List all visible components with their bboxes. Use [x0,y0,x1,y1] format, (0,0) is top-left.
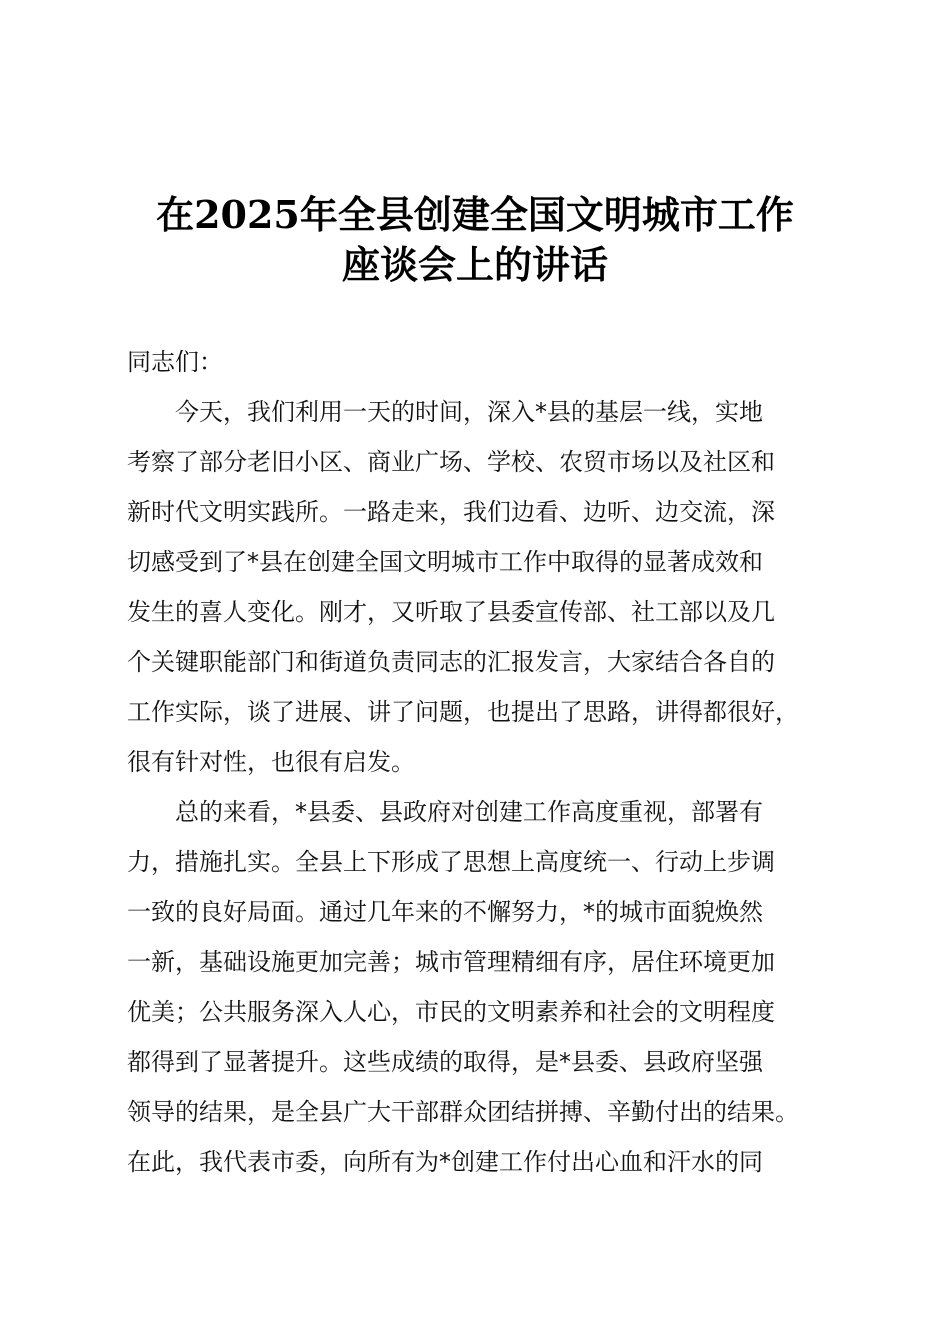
body-line: 很有针对性，也很有启发。 [127,748,415,776]
body-line: 工作实际，谈了进展、讲了问题，也提出了思路，讲得都很好， [127,698,799,726]
body-line: 发生的喜人变化。刚才，又听取了县委宣传部、社工部以及几 [127,598,775,626]
body-line: 都得到了显著提升。这些成绩的取得，是*县委、县政府坚强 [127,1048,763,1076]
body-line: 优美；公共服务深入人心，市民的文明素养和社会的文明程度 [127,998,775,1026]
body-line: 领导的结果，是全县广大干部群众团结拼搏、辛勤付出的结果。 [127,1098,799,1126]
body-line: 在此，我代表市委，向所有为*创建工作付出心血和汗水的同 [127,1148,763,1176]
body-line: 总的来看，*县委、县政府对创建工作高度重视，部署有 [127,798,763,826]
body-line: 一新，基础设施更加完善；城市管理精细有序，居住环境更加 [127,948,775,976]
body-line: 切感受到了*县在创建全国文明城市工作中取得的显著成效和 [127,548,763,576]
body-line: 考察了部分老旧小区、商业广场、学校、农贸市场以及社区和 [127,448,775,476]
body-line: 今天，我们利用一天的时间，深入*县的基层一线，实地 [127,398,763,426]
body-line: 新时代文明实践所。一路走来，我们边看、边听、边交流，深 [127,498,775,526]
body-line: 一致的良好局面。通过几年来的不懈努力，*的城市面貌焕然 [127,898,763,926]
title-line-2: 座谈会上的讲话 [341,242,608,287]
body-line: 个关键职能部门和街道负责同志的汇报发言，大家结合各自的 [127,648,775,676]
salutation: 同志们： [127,348,223,376]
title-line-1: 在2025年全县创建全国文明城市工作 [156,192,794,237]
body-line: 力，措施扎实。全县上下形成了思想上高度统一、行动上步调 [127,848,775,876]
